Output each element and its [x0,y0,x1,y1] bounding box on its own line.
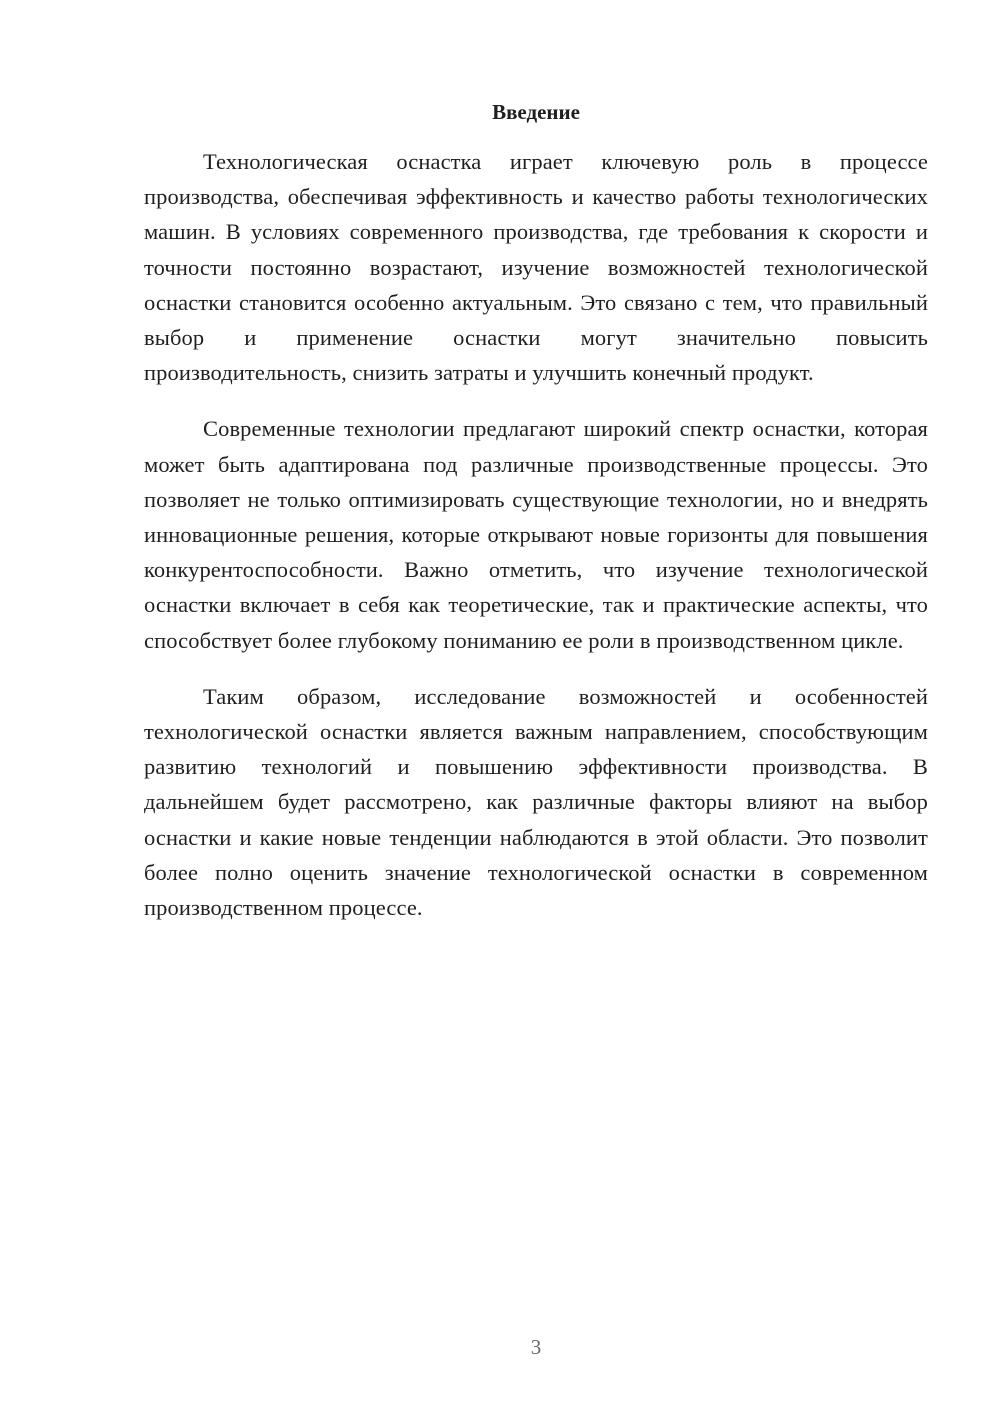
section-heading: Введение [492,100,580,124]
paragraph-3: Таким образом, исследование возможностей и особенностей технологической оснастки является важным направлением, способствующим развитию технологий и повышению эффективности производства. В дальнейшем будет рассмотрено, как различные факторы влияют на выбор оснастки и какие новые тенденции наблюдаются в этой области. Это позволит более полно оценить значение технологической оснастки в современном производственном процессе. [144,683,928,921]
page-number: 3 [530,1335,542,1359]
body-text [144,144,928,946]
paragraph-2: Современные технологии предлагают широкий спектр оснастки, которая может быть адаптирована под различные производственные процессы. Это позволяет не только оптимизировать существующие технологии, но и внедрять инновационные решения, которые открывают новые горизонты для повышения конкурентоспособности. Важно отметить, что изучение технологической оснастки включает в себя как теоретические, так и практические аспекты, что способствует более глубокому пониманию ее роли в производственном цикле. [144,416,928,653]
paragraph-1: Технологическая оснастка играет ключевую роль в процессе производства, обеспечивая эффективность и качество работы технологических машин. В условиях современного производства, где требования к скорости и точности постоянно возрастают, изучение возможностей технологической оснастки становится особенно актуальным. Это связано с тем, что правильный выбор и применение оснастки могут значительно повысить производительность, снизить затраты и улучшить конечный продукт. [144,149,928,386]
